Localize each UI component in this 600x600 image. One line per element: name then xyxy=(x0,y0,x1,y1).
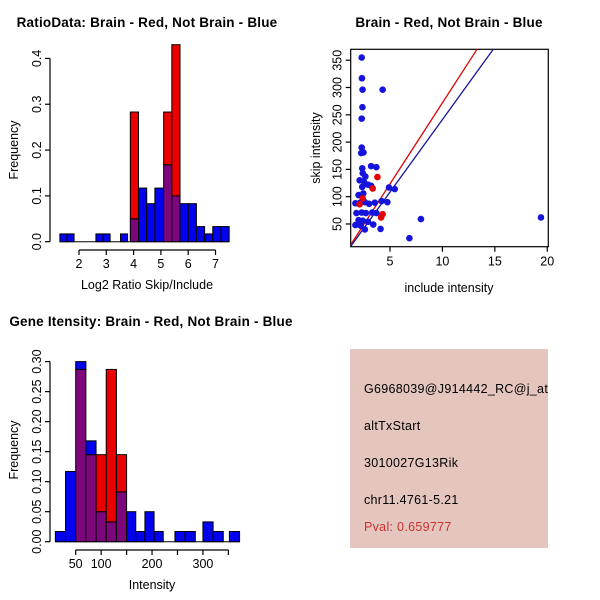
scatter-point xyxy=(378,214,385,221)
x-tick-label: 50 xyxy=(68,557,83,571)
x-tick-label: 5 xyxy=(386,254,394,269)
scatter-point xyxy=(370,221,377,228)
histogram-bar-segment xyxy=(139,188,147,242)
location-text: chr11.4761-5.21 xyxy=(364,493,459,507)
x-tick-label: 20 xyxy=(540,254,555,269)
histogram-bar-segment xyxy=(203,522,213,542)
gene-histogram-panel xyxy=(0,300,300,600)
histogram-bar-segment xyxy=(106,522,116,542)
scatter-point xyxy=(362,226,369,233)
y-tick-label: 0.25 xyxy=(30,379,44,404)
scatter-point xyxy=(359,195,366,202)
x-tick-label: 2 xyxy=(75,257,83,271)
scatter-point xyxy=(358,54,365,61)
y-tick-label: 250 xyxy=(330,104,345,126)
histogram-bar-segment xyxy=(136,531,145,541)
y-tick-label: 0.3 xyxy=(30,95,44,113)
histogram-bar-segment xyxy=(164,165,172,242)
scatter-point xyxy=(369,185,376,192)
x-tick-label: 7 xyxy=(212,257,219,271)
histogram-bar-segment xyxy=(164,112,172,165)
y-tick-label: 0.30 xyxy=(30,349,45,374)
x-tick-label: 100 xyxy=(90,557,112,571)
histogram-bar-segment xyxy=(116,492,126,542)
scatter-point xyxy=(538,214,545,221)
ratio-hist-ylabel: Frequency xyxy=(7,120,21,180)
histogram-bar-segment xyxy=(229,531,239,541)
histogram-bar-segment xyxy=(120,234,127,242)
x-tick-label: 300 xyxy=(192,557,214,571)
histogram-bar-segment xyxy=(221,227,229,242)
scatter-point xyxy=(356,201,363,208)
y-tick-label: 0.15 xyxy=(30,439,44,464)
gene-hist-ylabel: Frequency xyxy=(7,420,21,480)
histogram-bar-segment xyxy=(55,531,65,541)
scatter-point xyxy=(359,104,366,111)
histogram-bar-segment xyxy=(145,512,154,542)
probe-id-text: G6968039@J914442_RC@j_at xyxy=(364,382,549,396)
y-tick-label: 0.2 xyxy=(30,141,44,159)
scatter-point xyxy=(366,200,373,207)
ratio-hist-plot-area xyxy=(30,45,229,271)
scatter-point xyxy=(363,210,370,217)
scatter-xlabel: include intensity xyxy=(404,281,494,295)
gene-hist-plot-area xyxy=(30,349,240,571)
histogram-bar-segment xyxy=(96,455,106,512)
histogram-bar-segment xyxy=(116,455,126,492)
gene-hist-xlabel: Intensity xyxy=(128,578,176,592)
intensity-scatter-panel xyxy=(300,0,600,300)
histogram-bar-segment xyxy=(76,369,86,541)
histogram-bar-segment xyxy=(76,362,86,370)
y-tick-label: 150 xyxy=(330,158,345,180)
ratio-histogram-panel xyxy=(0,0,300,300)
histogram-bar-segment xyxy=(180,204,188,242)
histogram-bar-segment xyxy=(172,45,180,196)
scatter-point xyxy=(372,199,379,206)
histogram-bar-segment xyxy=(155,188,164,242)
y-tick-label: 0.00 xyxy=(30,529,44,554)
histogram-bar-segment xyxy=(106,369,116,521)
y-tick-label: 200 xyxy=(330,131,345,153)
histogram-bar-segment xyxy=(60,234,67,242)
fit-line xyxy=(351,49,477,244)
scatter-point xyxy=(373,164,380,171)
histogram-bar-segment xyxy=(188,204,196,242)
y-tick-label: 300 xyxy=(330,77,345,98)
info-box xyxy=(350,349,548,548)
gene-hist-title: Gene Itensity: Brain - Red, Not Brain - Blue xyxy=(9,314,293,329)
y-tick-label: 0.05 xyxy=(30,499,44,524)
histogram-bar-segment xyxy=(127,512,136,542)
ratio-hist-xlabel: Log2 Ratio Skip/Include xyxy=(80,278,214,292)
scatter-point xyxy=(374,174,381,181)
histogram-bar-segment xyxy=(130,219,138,242)
gene-symbol-text: 3010027G13Rik xyxy=(364,456,459,470)
scatter-point xyxy=(377,226,384,233)
scatter-point xyxy=(406,235,413,242)
scatter-point xyxy=(359,75,366,82)
ratio-hist-title: RatioData: Brain - Red, Not Brain - Blue xyxy=(16,15,278,30)
scatter-plot-area xyxy=(331,49,555,268)
y-tick-label: 50 xyxy=(330,217,345,231)
x-tick-label: 4 xyxy=(130,257,138,271)
histogram-bar-segment xyxy=(175,531,185,541)
scatter-point xyxy=(359,86,366,93)
scatter-point xyxy=(378,198,385,205)
histogram-bar-segment xyxy=(86,441,96,455)
histogram-bar-segment xyxy=(205,234,213,242)
histogram-bar-segment xyxy=(103,234,110,242)
histogram-bar-segment xyxy=(96,512,106,542)
x-tick-label: 10 xyxy=(435,254,450,269)
histogram-bar-segment xyxy=(130,112,138,219)
histogram-bar-segment xyxy=(185,531,195,541)
scatter-point xyxy=(418,216,425,223)
histogram-bar-segment xyxy=(213,227,221,242)
histogram-bar-segment xyxy=(66,471,76,541)
pval-text: Pval: 0.659777 xyxy=(364,520,452,534)
scatter-title: Brain - Red, Not Brain - Blue xyxy=(355,15,543,30)
histogram-bar-segment xyxy=(96,234,103,242)
y-tick-label: 0.20 xyxy=(29,409,44,434)
scatter-point xyxy=(358,115,365,122)
x-tick-label: 6 xyxy=(184,257,192,271)
x-tick-label: 15 xyxy=(487,254,502,269)
scatter-point xyxy=(360,149,367,156)
scatter-point xyxy=(391,186,398,193)
y-tick-label: 100 xyxy=(330,186,345,208)
histogram-bar-segment xyxy=(86,455,96,542)
x-tick-label: 200 xyxy=(141,557,163,571)
scatter-point xyxy=(384,199,391,206)
histogram-bar-segment xyxy=(172,196,180,242)
scatter-point xyxy=(386,184,393,191)
histogram-bar-segment xyxy=(147,204,155,242)
y-tick-label: 0.1 xyxy=(30,187,44,205)
scatter-point xyxy=(359,184,366,191)
y-tick-label: 350 xyxy=(330,49,345,71)
histogram-bar-segment xyxy=(213,531,223,541)
histogram-bar-segment xyxy=(67,234,74,242)
x-tick-label: 3 xyxy=(102,257,110,271)
event-type-text: altTxStart xyxy=(364,419,421,433)
histogram-bar-segment xyxy=(196,227,204,242)
scatter-point xyxy=(379,86,386,93)
y-tick-label: 0.4 xyxy=(30,49,44,68)
scatter-ylabel: skip intensity xyxy=(309,112,323,184)
x-tick-label: 5 xyxy=(157,257,165,271)
y-tick-label: 0.0 xyxy=(30,233,44,251)
y-tick-label: 0.10 xyxy=(30,469,44,494)
histogram-bar-segment xyxy=(154,531,163,541)
